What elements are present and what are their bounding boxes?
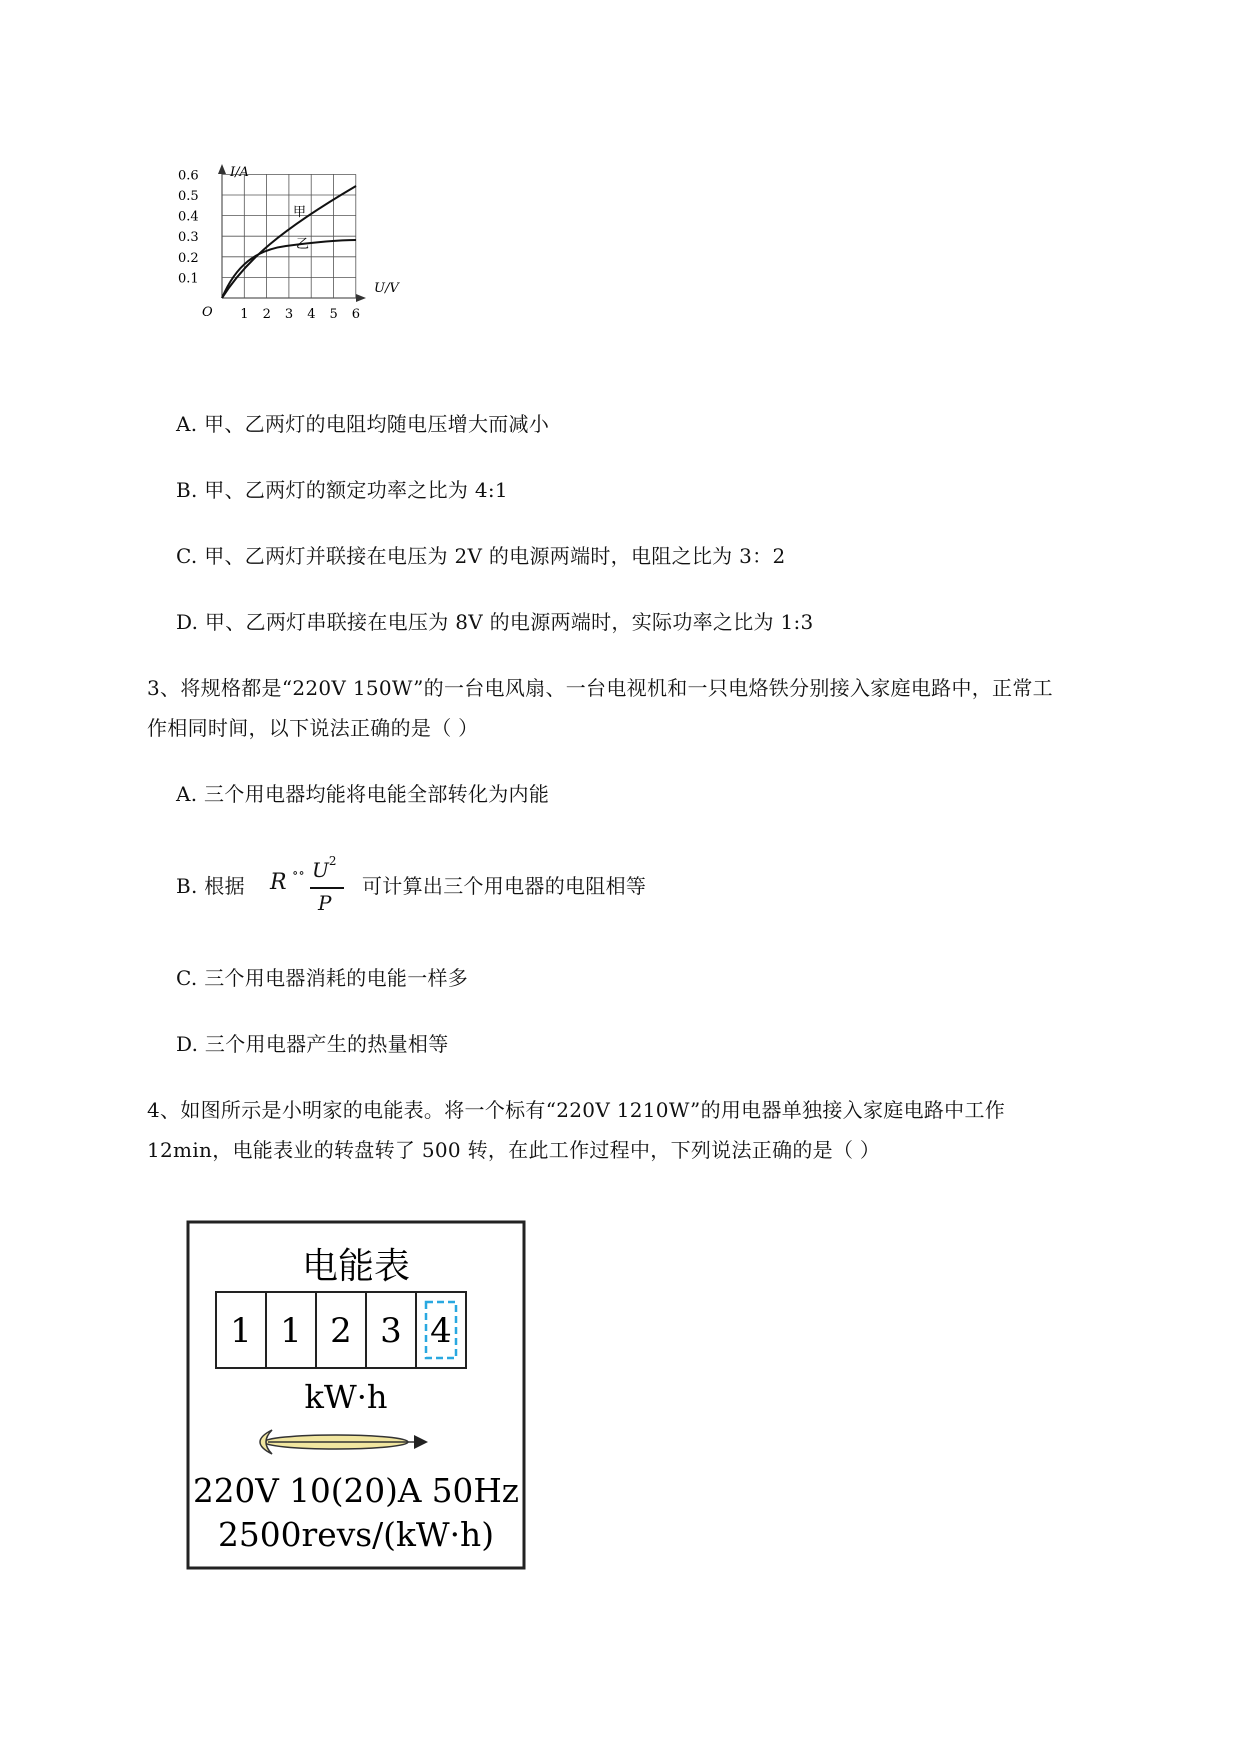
meter-spec-line2: 2500revs/(kW·h) bbox=[218, 1515, 494, 1554]
q3-option-a: A. 三个用电器均能将电能全部转化为内能 bbox=[176, 782, 550, 806]
q4-stem-line1: 4、如图所示是小明家的电能表。将一个标有“220V 1210W”的用电器单独接入家庭电路中工作 bbox=[147, 1098, 1006, 1122]
formula-denominator: P bbox=[318, 891, 332, 915]
formula-symbol: ∘∘ bbox=[292, 866, 305, 881]
meter-unit: kW·h bbox=[304, 1378, 388, 1416]
q3-stem-line2: 作相同时间，以下说法正确的是（ ） bbox=[147, 716, 479, 740]
y-tick-label: 0.6 bbox=[178, 168, 199, 184]
meter-spec-line1: 220V 10(20)A 50Hz bbox=[193, 1471, 519, 1510]
x-tick-label: 6 bbox=[351, 307, 361, 322]
q2-option-b: B. 甲、乙两灯的额定功率之比为 4:1 bbox=[176, 478, 508, 502]
q2-option-c: C. 甲、乙两灯并联接在电压为 2V 的电源两端时，电阻之比为 3：2 bbox=[176, 544, 786, 568]
x-tick-label: 5 bbox=[329, 307, 338, 322]
meter-digit: 2 bbox=[330, 1311, 352, 1351]
q4-stem-line2: 12min，电能表业的转盘转了 500 转，在此工作过程中，下列说法正确的是（ ） bbox=[147, 1138, 881, 1162]
y-tick-label: 0.5 bbox=[178, 189, 199, 204]
q3-option-b-suffix: 可计算出三个用电器的电阻相等 bbox=[362, 874, 647, 898]
x-tick-label: 1 bbox=[240, 307, 249, 322]
meter-digit: 1 bbox=[230, 1311, 252, 1351]
q3-option-c: C. 三个用电器消耗的电能一样多 bbox=[176, 966, 469, 990]
x-tick-label: 2 bbox=[262, 307, 271, 322]
curve-b-label: 乙 bbox=[296, 237, 310, 252]
x-tick-label: 3 bbox=[284, 307, 294, 322]
x-axis-arrow bbox=[356, 294, 366, 302]
meter-digit: 4 bbox=[430, 1311, 452, 1351]
y-tick-label: 0.1 bbox=[178, 271, 199, 287]
y-tick-label: 0.4 bbox=[178, 209, 199, 225]
y-axis-label: I/A bbox=[230, 165, 249, 180]
curve-a-label: 甲 bbox=[293, 205, 307, 220]
x-axis-label: U/V bbox=[374, 281, 399, 296]
y-tick-label: 0.3 bbox=[178, 230, 199, 246]
meter-digit: 3 bbox=[380, 1311, 402, 1351]
iu-graph bbox=[176, 160, 436, 370]
meter-digit-row bbox=[216, 1292, 466, 1368]
q2-option-a: A. 甲、乙两灯的电阻均随电压增大而减小 bbox=[176, 412, 550, 436]
y-axis-arrow bbox=[218, 164, 226, 174]
origin-label: O bbox=[202, 305, 213, 320]
electricity-meter bbox=[186, 1220, 526, 1570]
power-formula bbox=[270, 854, 360, 922]
fraction-bar bbox=[310, 887, 344, 889]
formula-r: R bbox=[270, 870, 287, 895]
meter-digit: 1 bbox=[280, 1311, 302, 1351]
formula-numerator: $U^2$ bbox=[312, 854, 337, 882]
q3-stem-line1: 3、将规格都是“220V 150W”的一台电风扇、一台电视机和一只电烙铁分别接入家庭电路中，正常工 bbox=[147, 676, 1053, 700]
meter-title: 电能表 bbox=[301, 1246, 411, 1287]
q3-option-d: D. 三个用电器产生的热量相等 bbox=[176, 1032, 449, 1056]
x-tick-label: 4 bbox=[307, 307, 316, 322]
y-tick-label: 0.2 bbox=[178, 250, 199, 266]
q2-option-d: D. 甲、乙两灯串联接在电压为 8V 的电源两端时，实际功率之比为 1:3 bbox=[176, 610, 814, 634]
q3-option-b-prefix: B. 根据 bbox=[176, 874, 245, 898]
